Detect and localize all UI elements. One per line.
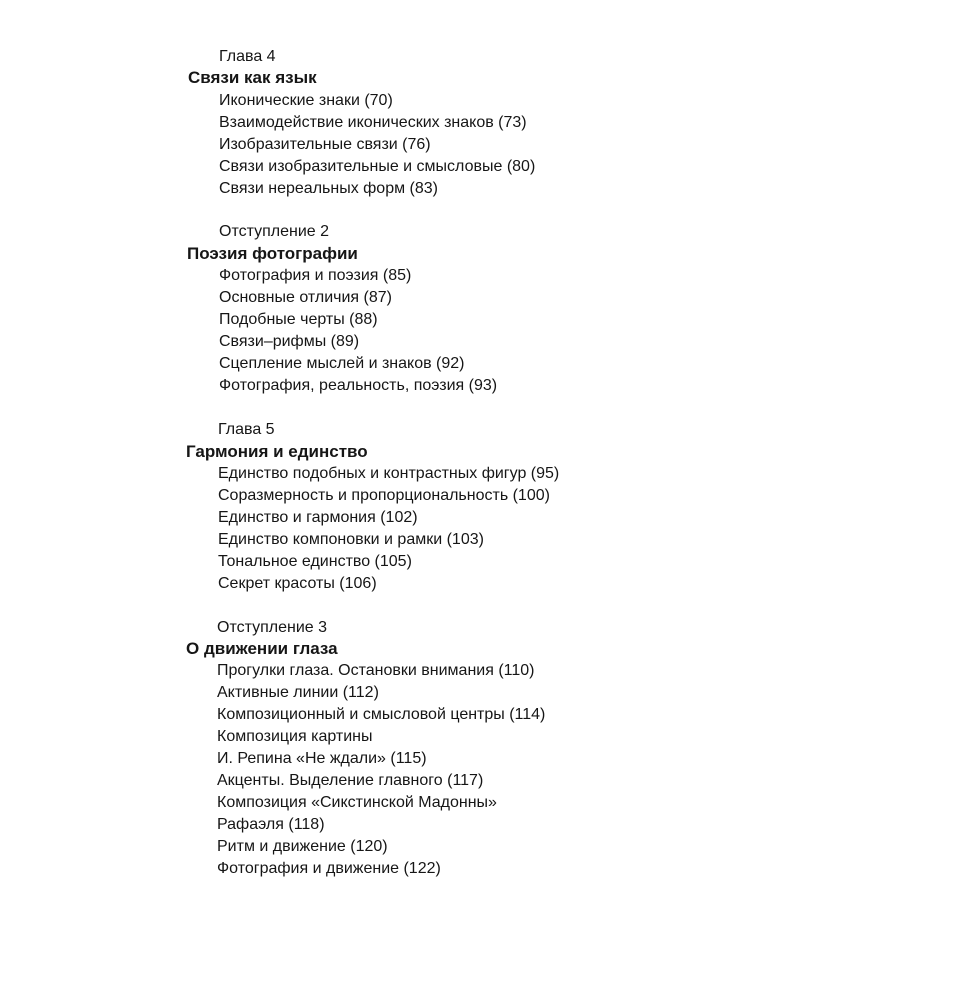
toc-entry: Единство и гармония (102) <box>218 509 418 526</box>
toc-entry: Акценты. Выделение главного (117) <box>217 772 484 789</box>
toc-entry: Композиция картины <box>217 728 373 745</box>
toc-entry: Прогулки глаза. Остановки внимания (110) <box>217 662 535 679</box>
toc-entry: Композиционный и смысловой центры (114) <box>217 706 546 723</box>
toc-entry: Связи–рифмы (89) <box>219 333 360 350</box>
toc-entry: Подобные черты (88) <box>219 311 378 328</box>
section-title: Поэзия фотографии <box>187 244 358 263</box>
toc-entry: Связи нереальных форм (83) <box>219 180 438 197</box>
toc-entry: Активные линии (112) <box>217 684 379 701</box>
toc-entry: Изобразительные связи (76) <box>219 136 431 153</box>
toc-entry: И. Репина «Не ждали» (115) <box>217 750 427 767</box>
toc-entry: Фотография и поэзия (85) <box>219 267 412 284</box>
section-title: Гармония и единство <box>186 442 368 461</box>
toc-entry: Рафаэля (118) <box>217 816 325 833</box>
toc-entry: Единство компоновки и рамки (103) <box>218 531 484 548</box>
toc-entry: Секрет красоты (106) <box>218 575 377 592</box>
section-label: Отступление 2 <box>219 223 330 240</box>
toc-entry: Взаимодействие иконических знаков (73) <box>219 114 527 131</box>
toc-entry: Иконические знаки (70) <box>219 92 393 109</box>
toc-entry: Сцепление мыслей и знаков (92) <box>219 355 465 372</box>
toc-entry: Единство подобных и контрастных фигур (95) <box>218 465 560 482</box>
toc-entry: Тональное единство (105) <box>218 553 412 570</box>
section-label: Глава 5 <box>218 421 275 438</box>
toc-entry: Связи изобразительные и смысловые (80) <box>219 158 536 175</box>
toc-entry: Композиция «Сикстинской Мадонны» <box>217 794 497 811</box>
section-title: О движении глаза <box>186 639 338 658</box>
section-label: Отступление 3 <box>217 619 328 636</box>
toc-entry: Основные отличия (87) <box>219 289 392 306</box>
section-title: Связи как язык <box>188 68 317 87</box>
toc-entry: Ритм и движение (120) <box>217 838 388 855</box>
toc-entry: Фотография, реальность, поэзия (93) <box>219 377 498 394</box>
toc-entry: Фотография и движение (122) <box>217 860 441 877</box>
toc-entry: Соразмерность и пропорциональность (100) <box>218 487 550 504</box>
section-label: Глава 4 <box>219 48 276 65</box>
